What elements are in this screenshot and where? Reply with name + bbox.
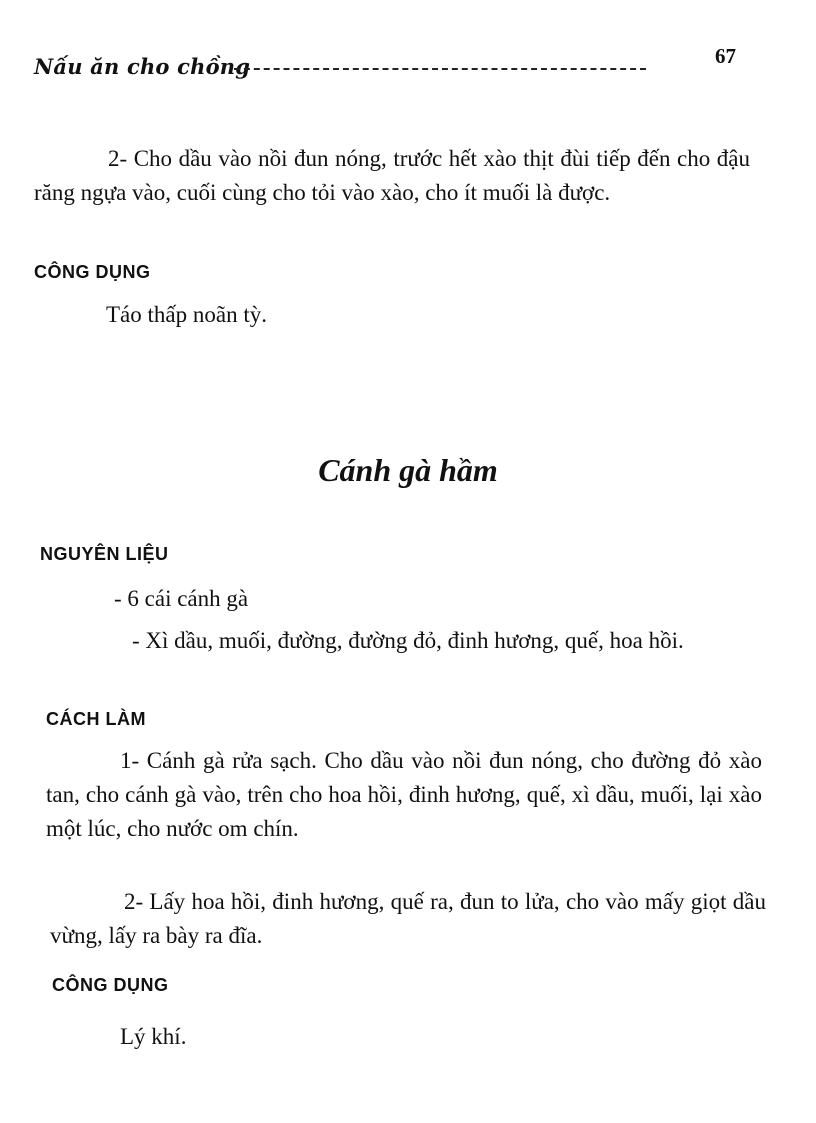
method-step-2: 2- Lấy hoa hồi, đinh hương, quế ra, đun to lửa, cho vào mấy giọt dầu vừng, lấy ra bày ra đĩa. [50, 889, 766, 948]
uses-heading: CÔNG DỤNG [52, 975, 169, 995]
running-head: Nấu ăn cho chồng [34, 54, 251, 79]
prev-recipe-step-2: 2- Cho dầu vào nồi đun nóng, trước hết xào thịt đùi tiếp đến cho đậu răng ngựa vào, cuối cùng cho tỏi vào xào, cho ít muối là được. [34, 146, 750, 205]
method-step-1: 1- Cánh gà rửa sạch. Cho dầu vào nồi đun nóng, cho đường đỏ xào tan, cho cánh gà vào, trên cho hoa hồi, đinh hương, quế, xì dầu, muối, lại xào một lúc, cho nước om chín. [46, 748, 762, 841]
ingredient-1: - 6 cái cánh gà [114, 586, 249, 611]
prev-uses-text: Táo thấp noãn tỳ. [106, 302, 267, 327]
prev-uses-heading: CÔNG DỤNG [34, 262, 151, 282]
method-heading: CÁCH LÀM [46, 709, 146, 729]
recipe-title: Cánh gà hầm [318, 452, 498, 488]
ingredient-2: - Xì dầu, muối, đường, đường đỏ, đinh hương, quế, hoa hồi. [132, 628, 684, 653]
header-dashed-rule [234, 68, 646, 70]
page-number: 67 [715, 44, 736, 68]
ingredients-heading: NGUYÊN LIỆU [40, 544, 169, 564]
uses-text: Lý khí. [120, 1024, 187, 1049]
